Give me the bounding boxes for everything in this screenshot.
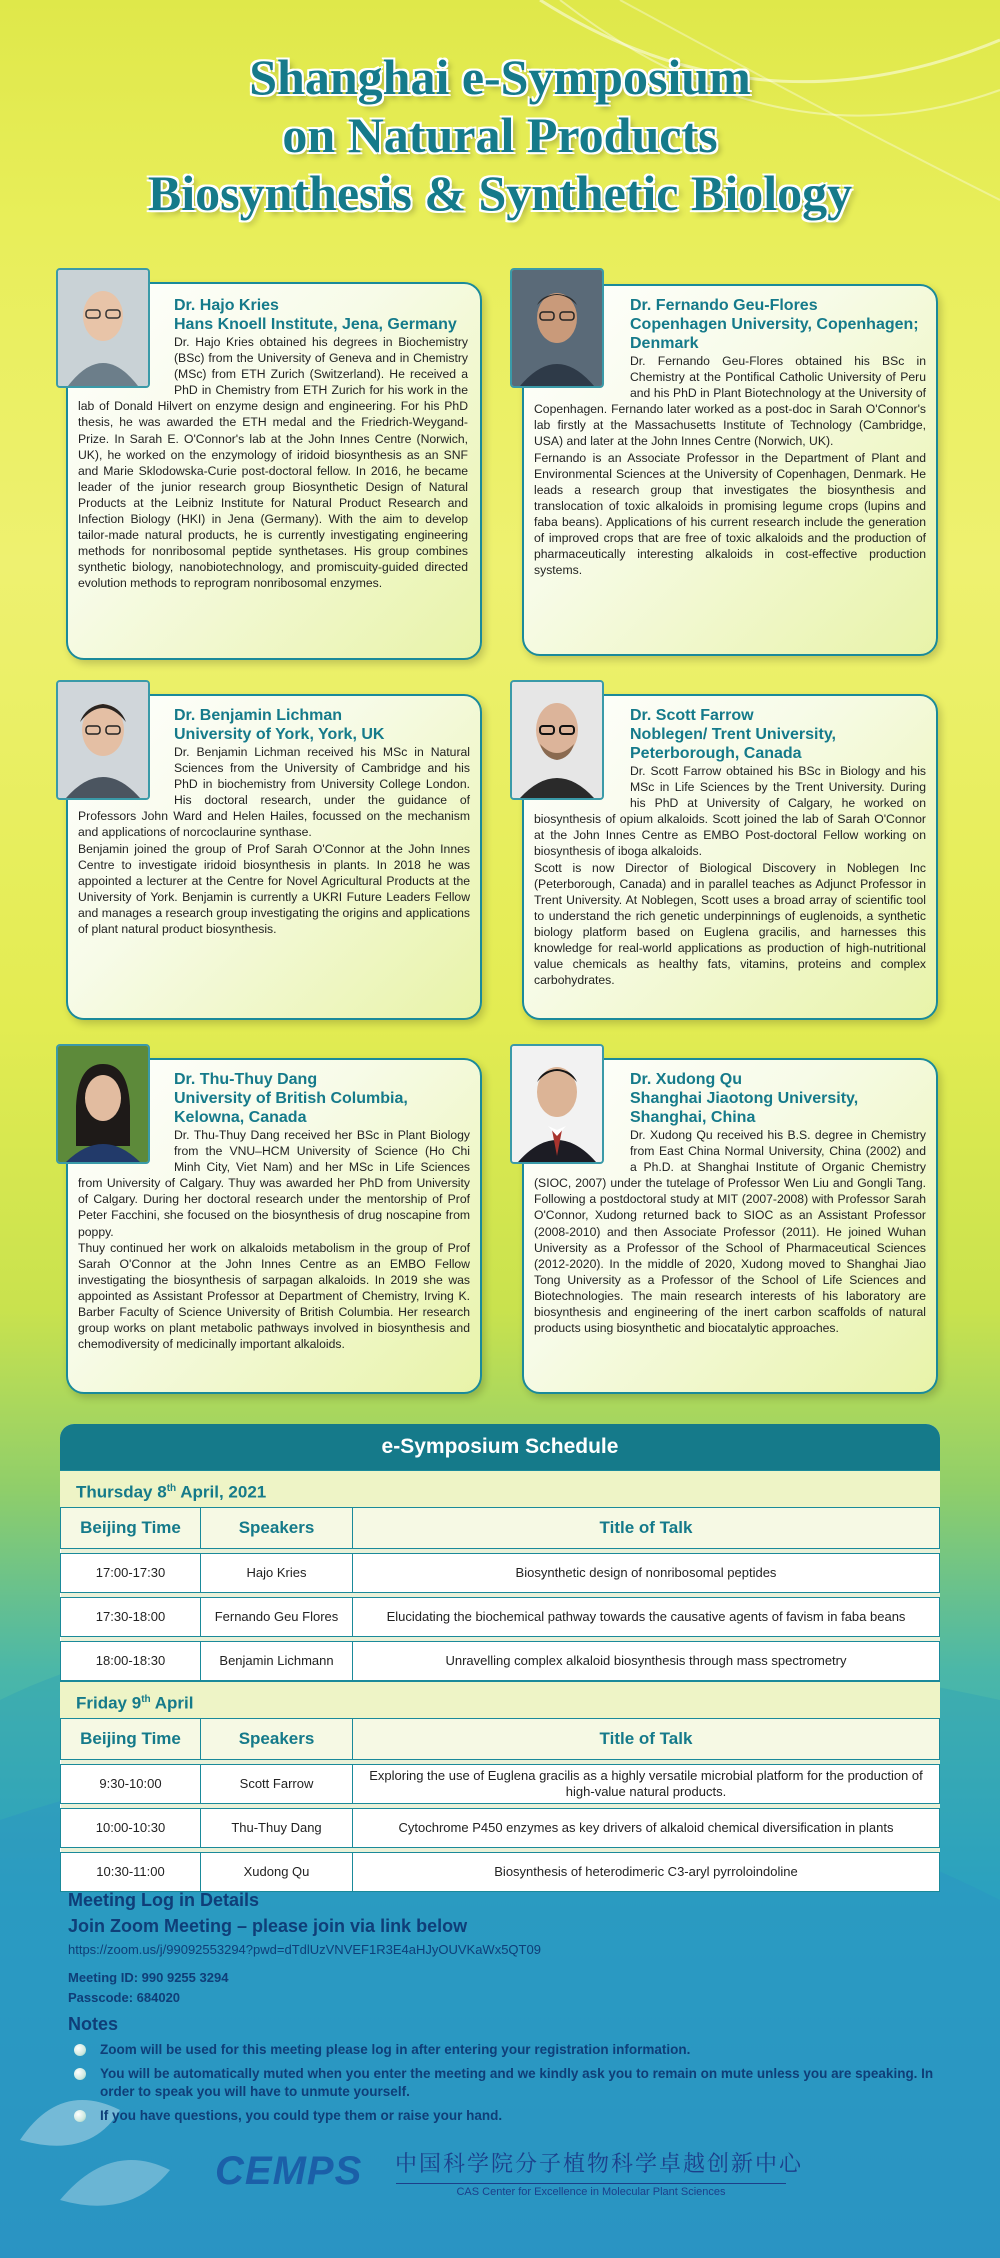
speaker-affiliation: University of York, York, UK (174, 726, 385, 743)
speaker-name: Dr. Hajo Kries (174, 297, 279, 314)
day-label-ordinal: th (141, 1694, 151, 1705)
note-text: You will be automatically muted when you enter the meeting and we kindly ask you to remain on mute unless you are speaking. In order to speak you will have to unmute yourself. (100, 2066, 934, 2099)
schedule-title: e-Symposium Schedule (60, 1424, 940, 1470)
day-label-friday (60, 1681, 940, 1718)
schedule-table (60, 1424, 940, 1892)
table-header-row (61, 1719, 940, 1760)
note-item (68, 2065, 968, 2101)
meeting-details (68, 1888, 948, 2008)
bullet-icon (74, 2068, 86, 2080)
talk-title-cell: Biosynthetic design of nonribosomal peptides (353, 1554, 940, 1593)
zoom-link[interactable]: https://zoom.us/j/99092553294?pwd=dTdlUzVNVEF1R3E4aHJyOUVKaWx5QT09 (68, 1942, 541, 1957)
time-cell: 10:30-11:00 (61, 1853, 201, 1892)
page-title (0, 48, 1000, 222)
speaker-photo (510, 680, 604, 800)
note-text: Zoom will be used for this meeting please log in after entering your registration information. (100, 2042, 691, 2057)
note-text: If you have questions, you could type them or raise your hand. (100, 2108, 503, 2123)
speaker-cell: Benjamin Lichmann (201, 1642, 353, 1681)
table-row (61, 1809, 940, 1848)
speaker-bio: Dr. Thu-Thuy Dang received her BSc in Plant Biology from the VNU–HCM University of Science (Ho Chi Minh City, Viet Nam) and her MSc in Life Sciences from University of Calgary. Thuy was awarded her PhD from University of Calgary. During her doctoral research under the mentorship of Prof Peter Facchini, she focused on the biosynthesis of drug noscapine from poppy. Thuy continued her work on alkaloids metabolism in the group of Prof Sarah O'Connor at the John Innes Centre as an EMBO Fellow investigating the biosynthesis of sarpagan alkaloids. In 2019 she was appointed as Assistant Professor at Department of Chemistry, Irving K. Barber Faculty of Science University of British Columbia. Her research group works on plant metabolic pathways involved in biosynthesis and chemodiversity of medicinally important alkaloids. (78, 1128, 470, 1352)
talk-title-cell: Unravelling complex alkaloid biosynthesis through mass spectrometry (353, 1642, 940, 1681)
institute-name-chinese: 中国科学院分子植物科学卓越创新中心 (395, 2152, 804, 2177)
talk-title-cell: Cytochrome P450 enzymes as key drivers of alkaloid chemical diversification in plants (353, 1809, 940, 1848)
day-label-text: Thursday 8 (76, 1482, 167, 1502)
column-header: Beijing Time (61, 1719, 201, 1760)
day-label-ordinal: th (166, 1483, 177, 1494)
time-cell: 9:30-10:00 (61, 1765, 201, 1804)
speaker-affiliation: University of British Columbia, Kelowna, Canada (174, 1090, 408, 1126)
speaker-name: Dr. Scott Farrow (630, 707, 754, 724)
day-label-text: April (150, 1693, 194, 1713)
title-line-2: on Natural Products (282, 107, 718, 163)
table-row (61, 1765, 940, 1804)
speaker-affiliation: Copenhagen University, Copenhagen; Denmark (630, 316, 919, 352)
notes-section (68, 2014, 968, 2131)
speaker-cell: Scott Farrow (201, 1765, 353, 1804)
speaker-affiliation: Noblegen/ Trent University, Peterborough, Canada (630, 726, 836, 762)
cemps-logo: CEMPS (215, 2149, 363, 2193)
column-header: Speakers (201, 1719, 353, 1760)
speaker-bio: Dr. Benjamin Lichman received his MSc in Natural Sciences from the University of Cambridge and his PhD in biochemistry from University College London. His doctoral research, under the guidance of Professors John Ward and Helen Hailes, focussed on the mechanism and applications of norcoclaurine synthase. Benjamin joined the group of Prof Sarah O'Connor at the John Innes Centre to investigate iridoid biosynthesis in plants. In 2018 he was appointed a lecturer at the Centre for Novel Agricultural Products at the University of York. Benjamin is currently a UKRI Future Leaders Fellow and manages a research group investigating the origins and applications of plant natural product biosynthesis. (78, 745, 470, 937)
speaker-name: Dr. Thu-Thuy Dang (174, 1071, 318, 1088)
talk-title-cell: Biosynthesis of heterodimeric C3-aryl pyrroloindoline (353, 1853, 940, 1892)
speaker-cell: Xudong Qu (201, 1853, 353, 1892)
footer-logo (0, 2135, 1000, 2215)
schedule-day-table (60, 1507, 940, 1681)
day-label-text: Friday 9 (76, 1693, 142, 1713)
table-row (61, 1598, 940, 1637)
speaker-photo (56, 268, 150, 388)
column-header: Beijing Time (61, 1508, 201, 1549)
time-cell: 10:00-10:30 (61, 1809, 201, 1848)
meeting-id: Meeting ID: 990 9255 3294 (68, 1970, 229, 1985)
column-header: Title of Talk (353, 1719, 940, 1760)
speaker-affiliation: Hans Knoell Institute, Jena, Germany (174, 316, 457, 333)
bullet-icon (74, 2044, 86, 2056)
speaker-cell: Fernando Geu Flores (201, 1598, 353, 1637)
speaker-photo (56, 1044, 150, 1164)
title-line-3: Biosynthesis & Synthetic Biology (147, 165, 853, 221)
institute-name-english: CAS Center for Excellence in Molecular Plant Sciences (396, 2183, 786, 2198)
time-cell: 17:30-18:00 (61, 1598, 201, 1637)
table-row (61, 1554, 940, 1593)
note-item (68, 2107, 968, 2125)
day-label-thursday (60, 1470, 940, 1507)
column-header: Speakers (201, 1508, 353, 1549)
talk-title-cell: Elucidating the biochemical pathway towards the causative agents of favism in faba beans (353, 1598, 940, 1637)
speaker-name: Dr. Fernando Geu-Flores (630, 297, 818, 314)
schedule-day-table (60, 1718, 940, 1892)
speaker-name: Dr. Benjamin Lichman (174, 707, 343, 724)
table-row (61, 1853, 940, 1892)
speaker-photo (510, 1044, 604, 1164)
bullet-icon (74, 2110, 86, 2122)
speaker-photo (510, 268, 604, 388)
time-cell: 18:00-18:30 (61, 1642, 201, 1681)
speaker-bio: Dr. Xudong Qu received his B.S. degree in Chemistry from East China Normal University, China (2002) and a Ph.D. at Shanghai Institute of Organic Chemistry (SIOC, 2007) under the tutelage of Professor Wen Liu and Gongli Tang. Following a postdoctoral study at MIT (2007-2008) with Professor Sarah O'Connor, Xudong returned back to SIOC as an Assistant Professor (2008-2010) and then Associate Professor (2011). He joined Wuhan University as a Professor of the School of Pharmaceutical Sciences (2012-2020). In the middle of 2020, Xudong moved to Shanghai Jiao Tong University as a Professor of the School of Life Sciences and Biotechnologies. The main research interests of his laboratory are biosynthesis and engineering of the inert carbon scaffolds of natural products using biosynthetic and biocatalytic approaches. (534, 1128, 926, 1336)
speaker-cell: Thu-Thuy Dang (201, 1809, 353, 1848)
meeting-heading: Meeting Log in Details (68, 1890, 260, 1910)
column-header: Title of Talk (353, 1508, 940, 1549)
speaker-name: Dr. Xudong Qu (630, 1071, 742, 1088)
speaker-bio: Dr. Scott Farrow obtained his BSc in Biology and his MSc in Life Sciences by the Trent University. During his PhD at University of Calgary, he worked on biosynthesis of opium alkaloids. Scott joined the lab of Sarah O'Connor at the John Innes Centre as EMBO Post-doctoral Fellow working on biosynthesis of iboga alkaloids. Scott is now Director of Biological Discovery in Noblegen Inc (Peterborough, Canada) and in parallel teaches as Adjunct Professor in Trent University. At Noblegen, Scott uses a broad array of scientific tool to understand the rich genetic underpinnings of euglenoids, a synthetic biology platform based on Euglena gracilis, and harnesses this knowledge for real-world applications as production of high-nutritional value chemicals as healthy fats, vitamins, proteins and complex carbohydrates. (534, 764, 926, 988)
speaker-bio: Dr. Fernando Geu-Flores obtained his BSc in Chemistry at the Pontifical Catholic University of Peru and his PhD in Plant Biotechnology at the University of Copenhagen. Fernando later worked as a post-doc in Sarah O'Connor's lab firstly at the Massachusetts Institute of Technology (Cambridge, USA) and later at the John Innes Centre (Norwich, UK). Fernando is an Associate Professor in the Department of Plant and Environmental Sciences at the University of Copenhagen, Denmark. He leads a research group that investigates the biosynthesis and translocation of toxic alkaloids in promising legume crops (lupins and faba beans). Applications of his current research include the generation of improved crops that are free of toxic alkaloids and the production of pharmaceutically interesting alkaloids in cost-effective production systems. (534, 354, 926, 578)
meeting-passcode: Passcode: 684020 (68, 1990, 181, 2005)
table-header-row (61, 1508, 940, 1549)
table-row (61, 1642, 940, 1681)
note-item (68, 2041, 968, 2059)
time-cell: 17:00-17:30 (61, 1554, 201, 1593)
title-line-1: Shanghai e-Symposium (249, 49, 751, 105)
join-instructions: Join Zoom Meeting – please join via link below (68, 1916, 468, 1936)
speaker-bio: Dr. Hajo Kries obtained his degrees in Biochemistry (BSc) from the University of Geneva and in Chemistry (MSc) from ETH Zurich (Switzerland). He received a PhD in Chemistry from ETH Zurich for his work in the lab of Donald Hilvert on enzyme design and engineering. For his PhD thesis, he was awarded the ETH medal and the Friedrich-Weygand-Prize. In Sarah E. O'Connor's lab at the John Innes Centre (Norwich, UK), he worked on the enzymology of iridoid biosynthesis as an SNF and Marie Sklodowska-Curie post-doctoral fellow. In 2016, he became leader of the junior research group Biosynthetic Design of Natural Products at the Leibniz Institute for Natural Product Research and Infection Biology (HKI) in Jena (Germany). With the aim to develop tailor-made natural products, he is currently investigating engineering methods for nonribosomal peptide synthetases. His group combines synthetic biology, nanobiotechnology, and promiscuity-guided directed evolution methods to reprogram nonribosomal enzymes. (78, 335, 468, 591)
speaker-cell: Hajo Kries (201, 1554, 353, 1593)
day-label-text: April, 2021 (176, 1482, 267, 1502)
notes-heading: Notes (68, 2014, 119, 2034)
speaker-affiliation: Shanghai Jiaotong University, Shanghai, China (630, 1090, 859, 1126)
speaker-photo (56, 680, 150, 800)
talk-title-cell: Exploring the use of Euglena gracilis as a highly versatile microbial platform for the production of high-value natural products. (353, 1765, 940, 1804)
